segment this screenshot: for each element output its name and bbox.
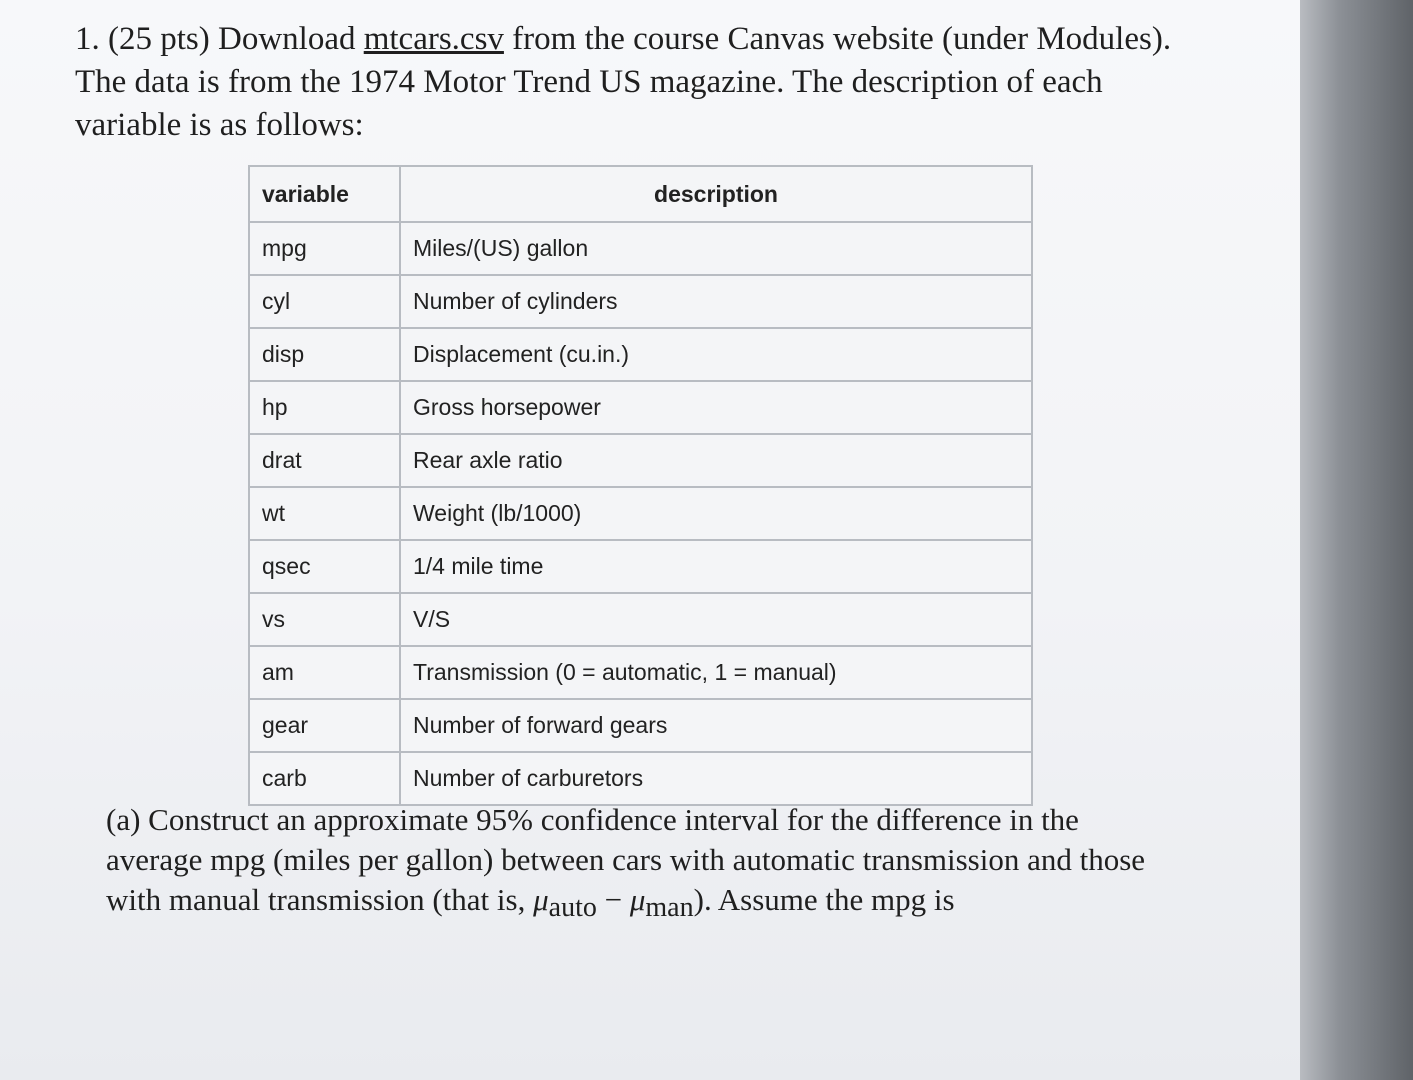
table-row bbox=[249, 540, 1032, 593]
mu-symbol: μ bbox=[629, 882, 646, 917]
table-header-row bbox=[249, 166, 1032, 222]
subscript-auto: auto bbox=[548, 892, 597, 923]
variable-cell: hp bbox=[249, 381, 400, 434]
table-row bbox=[249, 222, 1032, 275]
description-cell: Displacement (cu.in.) bbox=[400, 328, 1032, 381]
mtcars-link[interactable]: mtcars.csv bbox=[363, 21, 504, 57]
variable-cell: carb bbox=[249, 752, 400, 805]
description-cell: Number of cylinders bbox=[400, 275, 1032, 328]
variable-cell: mpg bbox=[249, 222, 400, 275]
table-row bbox=[249, 275, 1032, 328]
description-cell: V/S bbox=[400, 593, 1032, 646]
table-row bbox=[249, 752, 1032, 805]
part-a-text bbox=[106, 800, 1156, 922]
table-row bbox=[249, 699, 1032, 752]
description-cell: 1/4 mile time bbox=[400, 540, 1032, 593]
variable-cell: am bbox=[249, 646, 400, 699]
description-cell: Rear axle ratio bbox=[400, 434, 1032, 487]
variable-cell: gear bbox=[249, 699, 400, 752]
part-a-end: ). Assume the mpg is bbox=[693, 882, 955, 917]
variable-table-container bbox=[248, 165, 1033, 806]
table-row bbox=[249, 328, 1032, 381]
part-a-body: (a) Construct an approximate 95% confidence interval for the difference in the average mpg (miles per gallon) between cars with automatic transmission and those with manual transmission (that is, bbox=[106, 802, 1146, 917]
variable-cell: qsec bbox=[249, 540, 400, 593]
header-variable: variable bbox=[249, 166, 400, 222]
subscript-man: man bbox=[645, 892, 694, 923]
mu-symbol: μ bbox=[533, 882, 549, 917]
table-row bbox=[249, 593, 1032, 646]
description-cell: Number of carburetors bbox=[400, 752, 1032, 805]
description-cell: Transmission (0 = automatic, 1 = manual) bbox=[400, 646, 1032, 699]
table-row bbox=[249, 381, 1032, 434]
variable-cell: disp bbox=[249, 328, 400, 381]
variable-cell: cyl bbox=[249, 275, 400, 328]
variable-cell: wt bbox=[249, 487, 400, 540]
minus-sign: − bbox=[596, 882, 630, 917]
description-cell: Weight (lb/1000) bbox=[400, 487, 1032, 540]
table-row bbox=[249, 487, 1032, 540]
variable-cell: drat bbox=[249, 434, 400, 487]
question-prefix: 1. (25 pts) Download bbox=[75, 21, 364, 57]
question-text bbox=[75, 18, 1195, 147]
variable-table bbox=[248, 165, 1033, 806]
variable-cell: vs bbox=[249, 593, 400, 646]
description-cell: Gross horsepower bbox=[400, 381, 1032, 434]
description-cell: Number of forward gears bbox=[400, 699, 1032, 752]
header-description: description bbox=[400, 166, 1032, 222]
question-suffix: from the course Canvas website (under Modules). The data is from the 1974 Motor Trend US magazine. The description of each variable is as follows: bbox=[75, 21, 1172, 143]
table-row bbox=[249, 434, 1032, 487]
table-row bbox=[249, 646, 1032, 699]
monitor-bezel bbox=[1300, 0, 1413, 1080]
description-cell: Miles/(US) gallon bbox=[400, 222, 1032, 275]
